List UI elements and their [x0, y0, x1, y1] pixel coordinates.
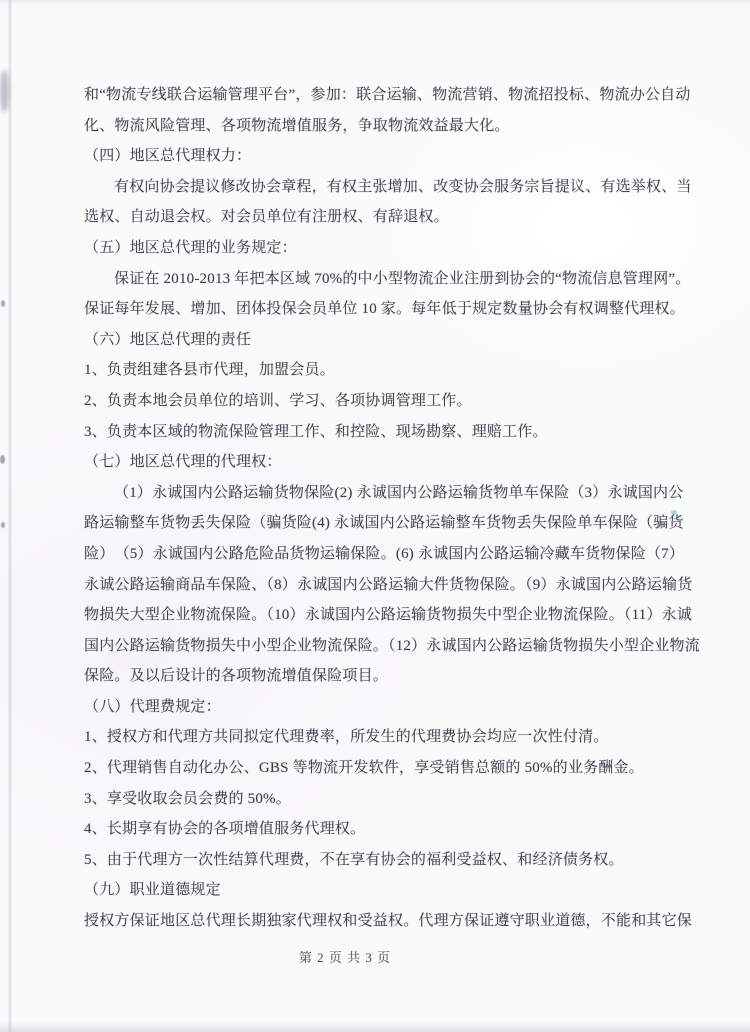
scan-artifact-left-edge-line: [8, 0, 12, 1032]
document-line: 路运输整车货物丢失保险（骗货险(4) 永诚国内公路运输整车货物丢失保险单车保险（骗货: [84, 515, 684, 532]
document-line: （四）地区总代理权力：: [84, 148, 252, 165]
document-line: （七）地区总代理的代理权：: [84, 454, 282, 471]
document-line: 2、负责本地会员单位的培训、学习、各项协调管理工作。: [84, 392, 472, 409]
document-line: 保险。及以后设计的各项物流增值保险项目。: [84, 668, 389, 685]
document-line: 授权方保证地区总代理长期独家代理权和受益权。代理方保证遵守职业道德，不能和其它保: [84, 913, 693, 930]
document-line: 保证每年发展、增加、团体投保会员单位 10 家。每年低于规定数量协会有权调整代理权。: [84, 301, 685, 318]
document-line: （八）代理费规定：: [84, 698, 221, 715]
document-line: 保证在 2010-2013 年把本区域 70%的中小型物流企业注册到协会的“物流信息管理网”。: [114, 270, 691, 287]
document-line: 国内公路运输货物损失中小型企业物流保险。（12）永诚国内公路运输货物损失小型企业物流: [84, 637, 700, 654]
document-line: （五）地区总代理的业务规定：: [84, 239, 297, 256]
document-line: 和“物流专线联合运输管理平台”，参加：联合运输、物流营销、物流招投标、物流办公自动: [84, 87, 691, 103]
scan-artifact-speck: [1, 522, 5, 528]
document-line: 1、授权方和代理方共同拟定代理费率，所发生的代理费协会均应一次性付清。: [84, 729, 609, 746]
document-line: 有权向协会提议修改协会章程，有权主张增加、改变协会服务宗旨提议、有选举权、当: [114, 178, 692, 195]
document-line: 永诚公路运输商品车保险、（8）永诚国内公路运输大件货物保险。（9）永诚国内公路运输货: [84, 576, 693, 593]
document-line: 2、代理销售自动化办公、GBS 等物流开发软件，享受销售总额的 50%的业务酬金。: [84, 760, 644, 777]
scan-artifact-speck: [0, 455, 5, 464]
page-footer: 第 2 页 共 3 页: [298, 950, 392, 965]
document-line: （1）永诚国内公路运输货物保险(2) 永诚国内公路运输货物单车保险（3）永诚国内公: [114, 484, 684, 501]
scan-artifact-speck: [1, 300, 5, 307]
document-line: 物损失大型企业物流保险。（10）永诚国内公路运输货物损失中型企业物流保险。（11）永诚: [84, 607, 693, 624]
document-line: 4、长期享有协会的各项增值服务代理权。: [84, 821, 366, 838]
scan-artifact-bottom-shade: [0, 1021, 750, 1032]
document-line: 1、负责组建各县市代理，加盟会员。: [84, 362, 335, 379]
document-body: [84, 80, 702, 937]
document-line: 化、物流风险管理、各项物流增值服务，争取物流效益最大化。: [84, 117, 510, 134]
document-line: （九）职业道德规定: [84, 882, 221, 899]
scan-artifact-smudge: [0, 70, 9, 112]
document-line: （六）地区总代理的责任: [84, 331, 252, 348]
document-line: 选权、自动退会权。对会员单位有注册权、有辞退权。: [84, 209, 449, 226]
document-line: 险） （5）永诚国内公路危险品货物运输保险。(6) 永诚国内公路运输冷藏车货物保险（7）: [84, 545, 685, 562]
scan-artifact-top-shade: [0, 0, 750, 6]
document-line: 3、享受收取会员会费的 50%。: [84, 790, 291, 807]
document-line: 5、由于代理方一次性结算代理费，不在享有协会的福利受益权、和经济债务权。: [84, 851, 624, 868]
document-line: 3、负责本区域的物流保险管理工作、和控险、现场勘察、理赔工作。: [84, 423, 548, 440]
